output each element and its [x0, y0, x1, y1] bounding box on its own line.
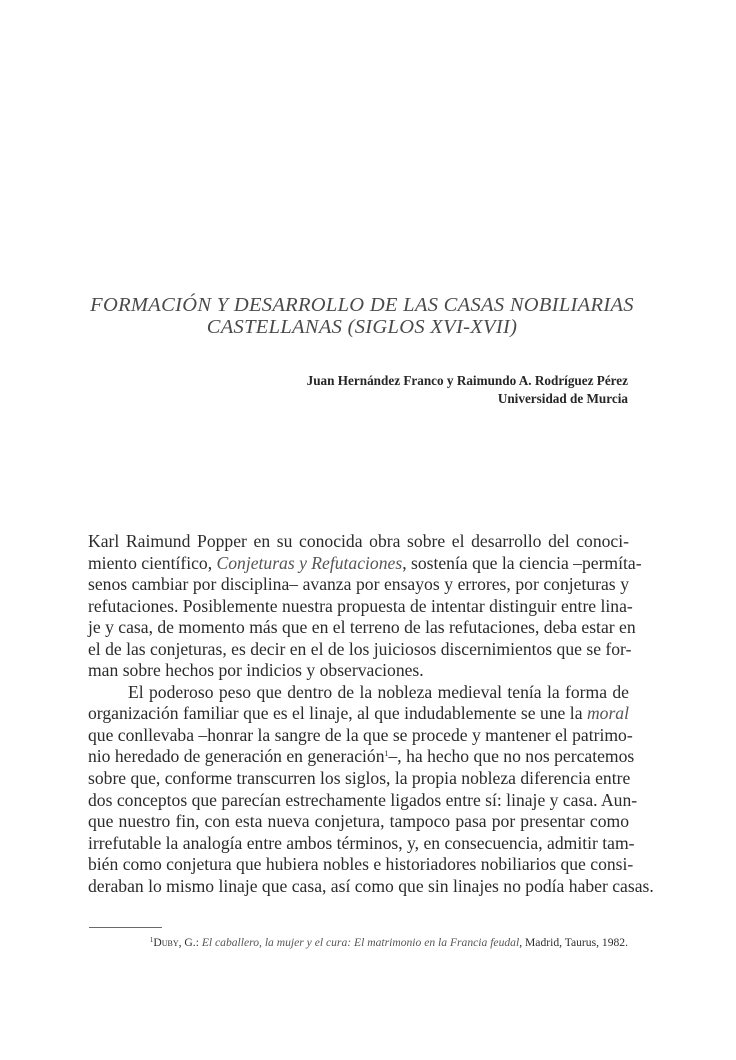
- footnote-reference[interactable]: 1: [384, 749, 389, 759]
- footnote-work-title: El caballero, la mujer y el cura: El matrimonio en la Francia feudal: [201, 936, 520, 949]
- text-line: man sobre hechos por indicios y observaciones.: [88, 660, 424, 681]
- text-line: refutaciones. Posiblemente nuestra propuesta de intentar distinguir entre lina-: [88, 595, 633, 616]
- text-line: El poderoso peso que dentro de la nobleza medieval tenía la forma de: [128, 681, 629, 702]
- text-line: [88, 746, 635, 768]
- body-text: [88, 531, 654, 897]
- text-span: nio heredado de generación en generación: [88, 746, 385, 767]
- text-line: bién como conjetura que hubiera nobles e historiadores nobiliarios que consi-: [88, 854, 634, 875]
- article-title-line: FORMACIÓN Y DESARROLLO DE LAS CASAS NOBILIARIAS: [90, 294, 634, 316]
- text-line: Karl Raimund Popper en su conocida obra sobre el desarrollo del conoci-: [88, 531, 629, 551]
- author-affiliation: Universidad de Murcia: [497, 391, 628, 406]
- footnote-number: 1: [149, 936, 154, 944]
- paragraph: [88, 681, 654, 897]
- text-line: [88, 703, 629, 725]
- emphasis-italic: moral: [586, 703, 629, 724]
- footnote-author: Duby: [153, 936, 179, 949]
- article-title-line: CASTELLANAS (SIGLOS XVI-XVII): [206, 316, 518, 338]
- text-line: deraban lo mismo linaje que casa, así como que sin linajes no podía haber casas.: [88, 875, 654, 896]
- footnote-separator: [89, 927, 162, 928]
- text-line: irrefutable la analogía entre ambos términos, y, en consecuencia, admitir tam-: [88, 832, 635, 853]
- text-line: senos cambiar por disciplina– avanza por ensayos y errores, por conjeturas y: [88, 574, 629, 595]
- author-block: [307, 372, 628, 408]
- article-title: [88, 294, 636, 338]
- footnote-publication: , Madrid, Taurus, 1982.: [519, 936, 628, 949]
- footnote-author-rest: , G.:: [178, 936, 202, 949]
- footnote: [150, 935, 628, 950]
- text-span: , sostenía que la ciencia –permíta-: [402, 552, 642, 573]
- text-line: dos conceptos que parecían estrechamente ligados entre sí: linaje y casa. Aun-: [88, 789, 638, 810]
- paragraph: [88, 531, 642, 682]
- text-span: miento científico,: [88, 552, 217, 573]
- text-line: que nuestro fin, con esta nueva conjetura, tampoco pasa por presentar como: [88, 811, 629, 832]
- text-line: [88, 552, 642, 575]
- text-line: el de las conjeturas, es decir en el de los juiciosos discernimientos que se for-: [88, 638, 632, 659]
- text-line: que conllevaba –honrar la sangre de la que se procede y mantener el patrimo-: [88, 724, 633, 745]
- text-line: je y casa, de momento más que en el terreno de las refutaciones, deba estar en: [88, 617, 636, 638]
- text-line: sobre que, conforme transcurren los siglos, la propia nobleza diferencia entre: [88, 768, 631, 789]
- text-span: –, ha hecho que no nos percatemos: [388, 746, 635, 767]
- author-names: Juan Hernández Franco y Raimundo A. Rodríguez Pérez: [306, 373, 628, 388]
- book-title-italic: Conjeturas y Refutaciones: [216, 552, 403, 573]
- text-span: organización familiar que es el linaje, al que indudablemente se une la: [88, 703, 587, 724]
